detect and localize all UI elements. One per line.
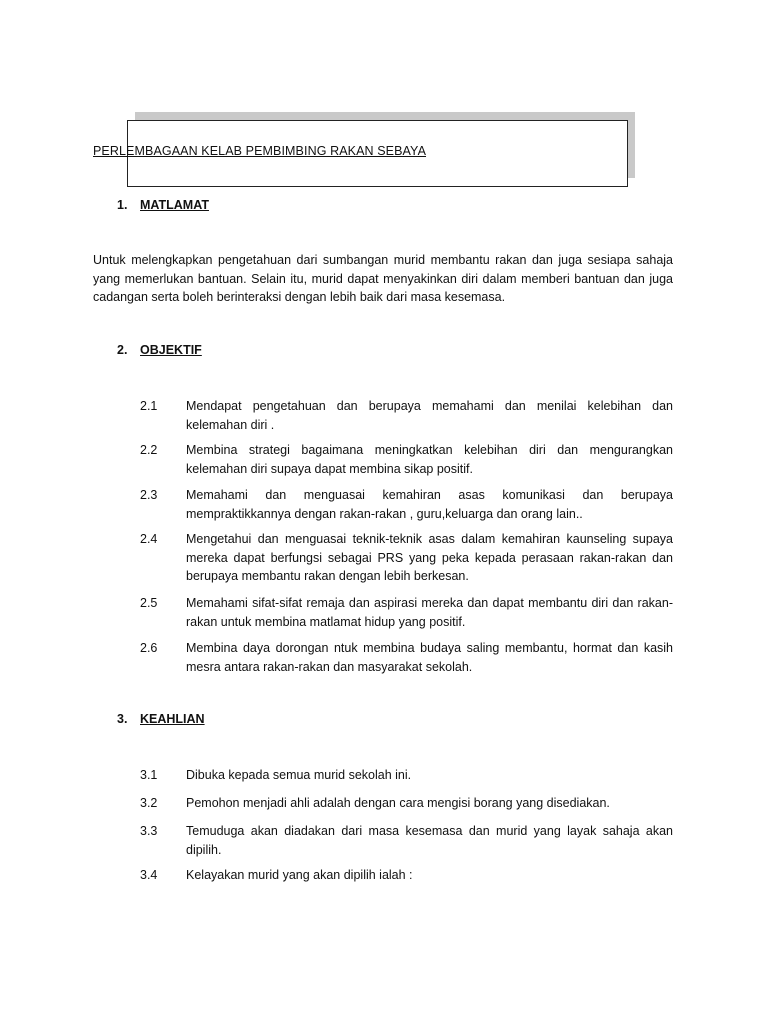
section-title: KEAHLIAN: [140, 712, 205, 726]
item-number: 2.6: [140, 641, 158, 655]
item-text: Mendapat pengetahuan dan berupaya memahami dan menilai kelebihan dan kelemahan diri .: [186, 399, 673, 432]
item-number: 2.4: [140, 532, 158, 546]
section-number: 2.: [117, 343, 128, 357]
item-number: 2.2: [140, 443, 158, 457]
item-text: Temuduga akan diadakan dari masa kesemasa dan murid yang layak sahaja akan dipilih.: [186, 824, 673, 857]
item-number: 2.3: [140, 488, 158, 502]
item-number: 3.1: [140, 768, 158, 782]
item-number: 3.3: [140, 824, 158, 838]
item-text: Membina strategi bagaimana meningkatkan kelebihan diri dan mengurangkan kelemahan diri supaya dapat membina sikap positif.: [186, 443, 673, 476]
item-text: Memahami dan menguasai kemahiran asas komunikasi dan berupaya mempraktikkannya dengan rakan-rakan , guru,keluarga dan orang lain..: [186, 488, 673, 521]
item-number: 3.2: [140, 796, 158, 810]
section-number: 1.: [117, 198, 128, 212]
item-text: Kelayakan murid yang akan dipilih ialah :: [186, 868, 413, 882]
item-text: Membina daya dorongan ntuk membina budaya saling membantu, hormat dan kasih mesra antara rakan-rakan dan masyarakat sekolah.: [186, 641, 673, 674]
item-number: 2.1: [140, 399, 158, 413]
matlamat-paragraph: Untuk melengkapkan pengetahuan dari sumbangan murid membantu rakan dan juga sesiapa sahaja yang memerlukan bantuan. Selain itu, murid dapat menyakinkan diri dalam memberi bantuan dan juga cadangan serta boleh berinteraksi dengan lebih baik dari masa kesemasa.: [93, 253, 673, 304]
item-text: Dibuka kepada semua murid sekolah ini.: [186, 768, 412, 782]
item-text: Pemohon menjadi ahli adalah dengan cara mengisi borang yang disediakan.: [186, 796, 610, 810]
item-text: Memahami sifat-sifat remaja dan aspirasi mereka dan dapat membantu diri dan rakan-rakan untuk membina matlamat hidup yang positif.: [186, 596, 673, 629]
section-title: OBJEKTIF: [140, 343, 202, 357]
section-title: MATLAMAT: [140, 198, 209, 212]
item-number: 2.5: [140, 596, 158, 610]
document-title: PERLEMBAGAAN KELAB PEMBIMBING RAKAN SEBAYA: [93, 144, 427, 158]
item-number: 3.4: [140, 868, 158, 882]
item-text: Mengetahui dan menguasai teknik-teknik asas dalam kemahiran kaunseling supaya mereka dapat berfungsi sebagai PRS yang peka kepada perasaan rakan-rakan dan berupaya membantu rakan dengan lebih berkesan.: [186, 532, 673, 583]
section-number: 3.: [117, 712, 128, 726]
